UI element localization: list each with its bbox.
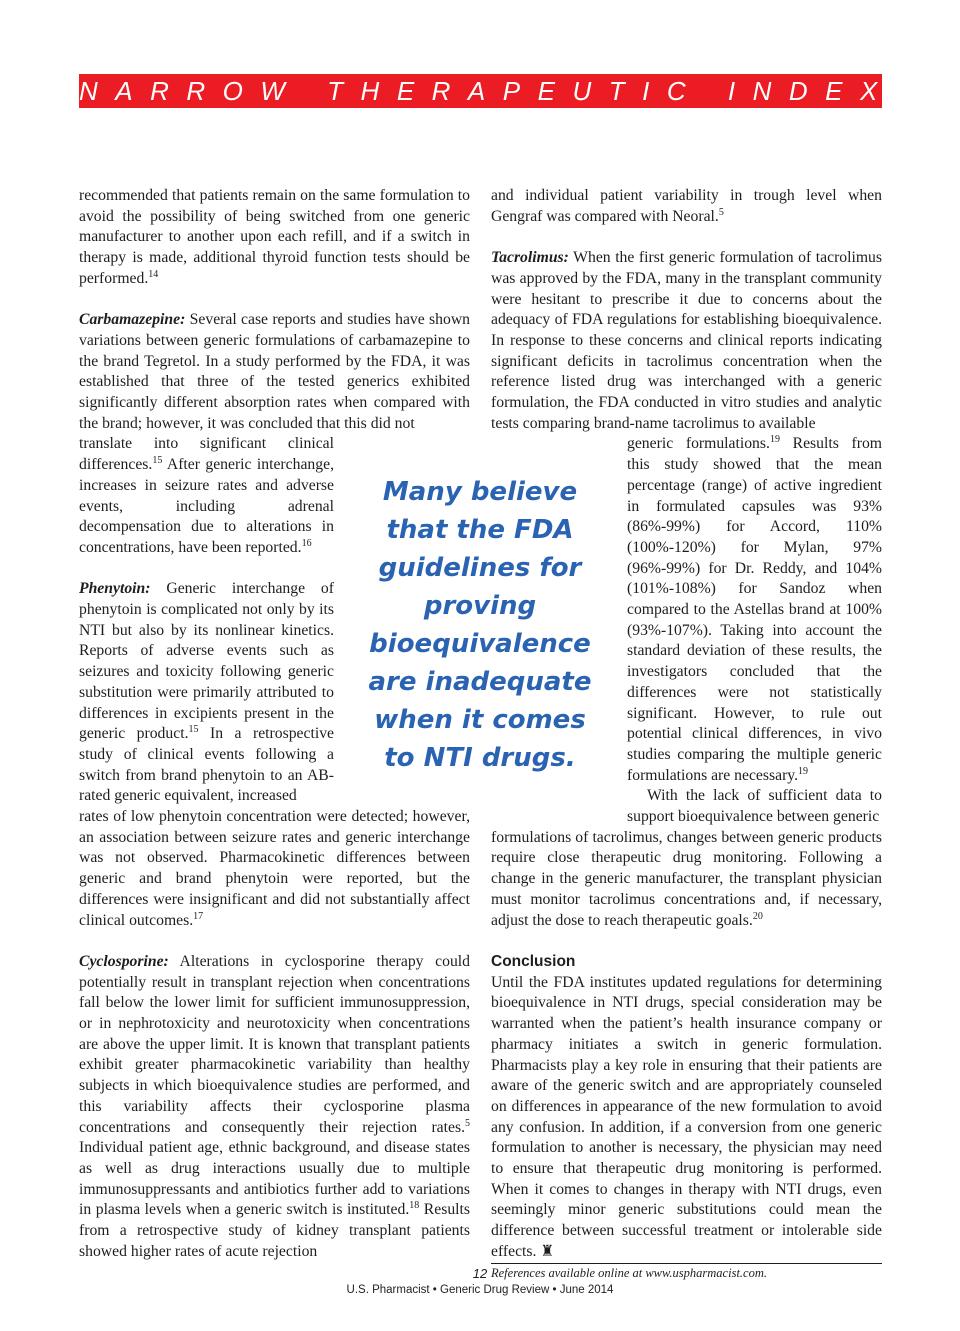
phenytoin-continued bbox=[79, 807, 470, 931]
phenytoin-paragraph bbox=[79, 579, 334, 807]
carbamazepine-text: Several case reports and studies have shown variations between generic formulations of carbamazepine to the brand Tegretol. In a study performed by the FDA, it was established that three of the tested generics exhibited significantly different absorption rates when compared with the brand; however, it was concluded that this did not bbox=[79, 311, 470, 432]
phenytoin-heading: Phenytoin: bbox=[79, 580, 151, 598]
tacrolimus-final bbox=[491, 828, 882, 932]
tacrolimus-text-3: Results from this study showed that the mean percentage (range) of active ingredient in formulated capsules was 93% (86%-99%) for Accord, 110% (100%-120%) for Mylan, 97% (96%-99%) for Dr. Reddy, and 104% (101%-108%) for Sandoz when compared to the Astellas brand at 100% (93%-107%). Taking into account the standard deviation of these results, the investigators concluded that the differences were not statistically significant. However, to rule out potential clinical differences, in vivo studies comparing the multiple generic formulations are necessary. bbox=[627, 435, 882, 784]
phenytoin-text: Generic interchange of phenytoin is complicated not only by its NTI but also by its nonlinear kinetics. Reports of adverse events such as seizures and toxicity following generic substitution were primarily attributed to differences in excipients present in the generic product. bbox=[79, 580, 334, 743]
cyclosporine-text: Alterations in cyclosporine therapy could potentially result in transplant rejection when concentrations fall below the lower limit for sufficient immunosuppression, or in nephrotoxicity and neurotoxicity when concentrations are above the upper limit. It is known that transplant patients exhibit greater pharmacokinetic variability than healthy subjects in which bioequivalence studies are performed, and this variability affects their cyclosporine plasma concentrations and consequently their rejection rates. bbox=[79, 952, 470, 1136]
ref-mark: 5 bbox=[718, 206, 724, 218]
cyclosporine-paragraph bbox=[79, 952, 470, 1263]
ref-mark: 20 bbox=[752, 910, 763, 922]
tacrolimus-text-2: generic formulations. bbox=[627, 435, 770, 453]
ref-mark: 18 bbox=[409, 1200, 420, 1212]
right-intro-paragraph bbox=[491, 186, 882, 227]
conclusion-heading: Conclusion bbox=[491, 952, 576, 970]
page-footer: U.S. Pharmacist • Generic Drug Review • June 2014 bbox=[346, 1284, 614, 1296]
end-mark-icon: ♜ bbox=[540, 1242, 555, 1260]
tacrolimus-text-5: formulations of tacrolimus, changes between generic products require close therapeutic drug monitoring. Following a change in the generic manufacturer, the transplant physician must monitor tacrolimus concentrations and, if necessary, adjust the dose to reach therapeutic goals. bbox=[491, 828, 882, 929]
carbamazepine-paragraph bbox=[79, 310, 470, 434]
carbamazepine-text-2: translate into significant clinical differences. bbox=[79, 435, 334, 474]
left-wrap-block bbox=[79, 434, 334, 807]
ref-mark: 15 bbox=[152, 454, 163, 466]
ref-mark: 15 bbox=[188, 724, 199, 736]
right-intro-text: and individual patient variability in trough level when Gengraf was compared with Neoral. bbox=[491, 187, 882, 225]
conclusion-text: Until the FDA institutes updated regulations for determining bioequivalence in NTI drugs, special consideration may be warranted when the patient’s health insurance company or pharmacy initiates a switch in generic formulation. Pharmacists play a key role in ensuring that their patients are aware of the generic switch and are appropriately counseled on differences in appearance of the new formulation to avoid any confusion. In addition, if a conversion from one generic formulation to another is necessary, the physician may need to ensure that therapeutic drug monitoring is performed. When it comes to changes in therapy with NTI drugs, even seemingly minor generic substitutions could mean the difference between successful treatment or intolerable side effects. bbox=[491, 973, 882, 1260]
ref-mark: 16 bbox=[301, 537, 312, 549]
ref-mark: 19 bbox=[769, 434, 780, 446]
conclusion-paragraph bbox=[491, 973, 882, 1263]
carbamazepine-text-3: After generic interchange, increases in seizure rates and adverse events, including adrenal decompensation due to alterations in concentrations, have been reported. bbox=[79, 456, 334, 556]
tacrolimus-text-4: With the lack of sufficient data to support bioequivalence between generic bbox=[627, 787, 882, 826]
carbamazepine-continued bbox=[79, 434, 334, 558]
tacrolimus-paragraph bbox=[491, 248, 882, 434]
phenytoin-text-3: rates of low phenytoin concentration were detected; however, an association between seizure rates and generic interchange was not observed. Pharmacokinetic differences between generic and brand phenytoin were reported, but the differences were insignificant and did not substantially affect clinical outcomes. bbox=[79, 808, 470, 929]
ref-mark: 5 bbox=[465, 1117, 470, 1129]
section-title: NARROW THERAPEUTIC INDEX bbox=[79, 76, 895, 106]
page-number: 12 bbox=[472, 1266, 488, 1281]
tacrolimus-indented bbox=[627, 786, 882, 827]
header-banner bbox=[79, 74, 895, 108]
pull-quote: Many believe that the FDA guidelines for proving bioequivalence are inadequate when it comes to NTI drugs. bbox=[368, 477, 592, 773]
cyclosporine-heading: Cyclosporine: bbox=[79, 952, 169, 970]
ref-mark: 19 bbox=[798, 765, 809, 777]
phenytoin-text-2: In a retrospective study of clinical events following a switch from brand phenytoin to an AB-rated generic equivalent, increased bbox=[79, 725, 334, 805]
ref-mark: 14 bbox=[148, 268, 159, 280]
left-intro-text: recommended that patients remain on the same formulation to avoid the possibility of being switched from one generic manufacturer to another upon each refill, and if a switch in therapy is made, additional thyroid function tests should be performed. bbox=[79, 187, 470, 287]
cyclosporine-text-3: Results from a retrospective study of kidney transplant patients showed higher rates of acute rejection bbox=[79, 1201, 470, 1260]
left-intro-paragraph bbox=[79, 186, 470, 290]
references-note: References available online at www.uspharmacist.com. bbox=[491, 1263, 882, 1282]
carbamazepine-heading: Carbamazepine: bbox=[79, 311, 186, 329]
ref-mark: 17 bbox=[193, 910, 204, 922]
cyclosporine-text-2: Individual patient age, ethnic background, and disease states as well as drug interactions usually due to multiple immunosuppressants and antibiotics further add to variations in plasma levels when a generic switch is instituted. bbox=[79, 1139, 470, 1219]
right-wrap-block bbox=[627, 434, 882, 827]
tacrolimus-heading: Tacrolimus: bbox=[491, 249, 569, 267]
tacrolimus-continued bbox=[627, 434, 882, 786]
tacrolimus-text: When the first generic formulation of tacrolimus was approved by the FDA, many in the transplant community were hesitant to prescribe it due to concerns about the adequacy of FDA regulations for establishing bioequivalence. In response to these concerns and clinical reports indicating significant deficits in tacrolimus concentration when the reference listed drug was interchanged with a generic formulation, the FDA conducted in vitro studies and analytic tests comparing brand-name tacrolimus to available bbox=[491, 249, 883, 432]
